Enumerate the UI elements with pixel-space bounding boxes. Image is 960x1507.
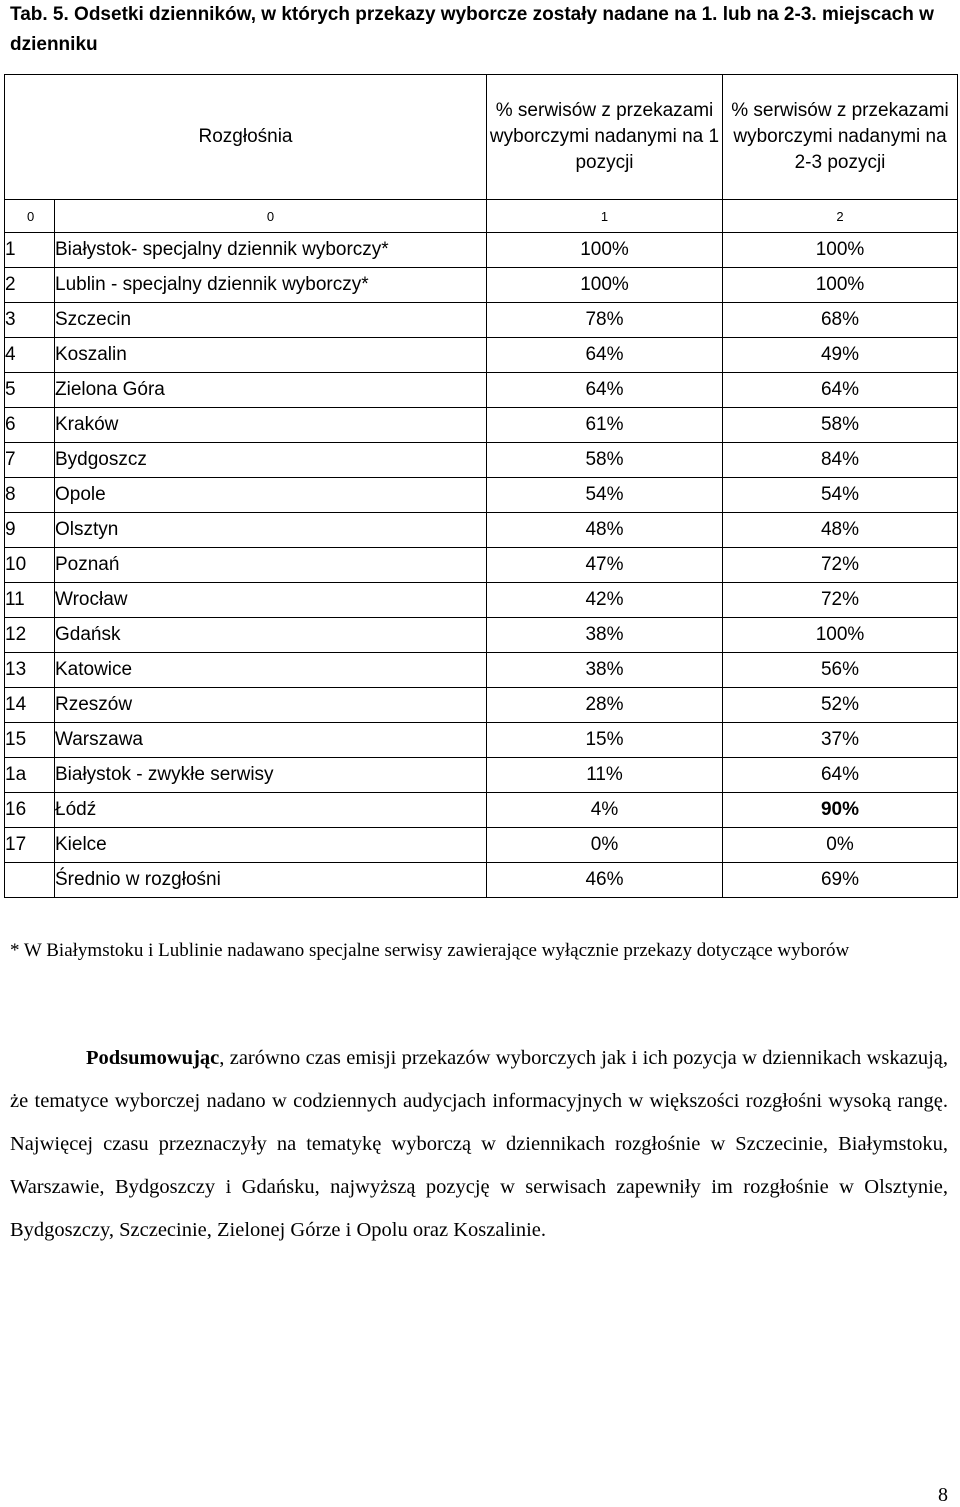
station-name: Białystok- specjalny dziennik wyborczy* (55, 233, 487, 268)
column-numbering-row (5, 200, 958, 233)
first-position-percent: 100% (487, 233, 723, 268)
first-position-percent: 38% (487, 653, 723, 688)
first-position-percent: 11% (487, 758, 723, 793)
station-name: Łódź (55, 793, 487, 828)
table-row (5, 758, 958, 793)
table-row (5, 268, 958, 303)
station-name: Koszalin (55, 338, 487, 373)
table-row (5, 723, 958, 758)
table-row (5, 863, 958, 898)
second-third-position-percent: 58% (723, 408, 958, 443)
row-number: 5 (5, 373, 55, 408)
station-name: Rzeszów (55, 688, 487, 723)
second-third-position-percent: 54% (723, 478, 958, 513)
second-third-position-percent: 68% (723, 303, 958, 338)
row-number: 13 (5, 653, 55, 688)
first-position-percent: 48% (487, 513, 723, 548)
row-number: 8 (5, 478, 55, 513)
second-third-position-percent: 84% (723, 443, 958, 478)
row-number: 3 (5, 303, 55, 338)
table-row (5, 513, 958, 548)
second-third-position-percent: 100% (723, 233, 958, 268)
station-name: Gdańsk (55, 618, 487, 653)
second-third-position-percent: 52% (723, 688, 958, 723)
first-position-percent: 0% (487, 828, 723, 863)
row-number: 6 (5, 408, 55, 443)
station-name: Kielce (55, 828, 487, 863)
table-header-row (5, 75, 958, 200)
footnote: * W Białymstoku i Lublinie nadawano specjalne serwisy zawierające wyłącznie przekazy dotyczące wyborów (10, 940, 850, 961)
table-row (5, 793, 958, 828)
second-third-position-percent: 72% (723, 548, 958, 583)
summary-lead: Podsumowując (86, 1047, 220, 1069)
page-number: 8 (938, 1484, 948, 1506)
summary-text: , zarówno czas emisji przekazów wyborczych jak i ich pozycja w dziennikach wskazują, że tematyce wyborczej nadano w codziennych audycjach informacyjnych w większości rozgłośni wysoką rangę. Najwięcej czasu przeznaczyły na tematykę wyborczą w dziennikach rozgłośnie w Szczecinie, Białymstoku, Warszawie, Bydgoszczy i Gdańsku, najwyższą pozycję w serwisach zapewniły im rozgłośnie w Olsztynie, Bydgoszczy, Szczecinie, Zielonej Górze i Opolu oraz Koszalinie. (10, 1047, 948, 1241)
results-table (4, 74, 958, 898)
second-third-position-percent: 56% (723, 653, 958, 688)
table-row (5, 653, 958, 688)
table-row (5, 583, 958, 618)
column-number: 0 (55, 200, 487, 233)
table-row (5, 408, 958, 443)
row-number: 4 (5, 338, 55, 373)
first-position-percent: 38% (487, 618, 723, 653)
row-number: 10 (5, 548, 55, 583)
first-position-percent: 42% (487, 583, 723, 618)
station-name: Wrocław (55, 583, 487, 618)
header-first-position: % serwisów z przekazami wyborczymi nadanymi na 1 pozycji (487, 75, 723, 200)
table-row (5, 303, 958, 338)
station-name: Warszawa (55, 723, 487, 758)
second-third-position-percent: 37% (723, 723, 958, 758)
row-number: 16 (5, 793, 55, 828)
first-position-percent: 64% (487, 338, 723, 373)
first-position-percent: 64% (487, 373, 723, 408)
station-name: Bydgoszcz (55, 443, 487, 478)
station-name: Katowice (55, 653, 487, 688)
row-number: 17 (5, 828, 55, 863)
first-position-percent: 78% (487, 303, 723, 338)
second-third-position-percent: 64% (723, 373, 958, 408)
row-number: 7 (5, 443, 55, 478)
table-row (5, 828, 958, 863)
second-third-position-percent: 48% (723, 513, 958, 548)
row-number: 2 (5, 268, 55, 303)
station-name: Kraków (55, 408, 487, 443)
row-number: 12 (5, 618, 55, 653)
column-number: 1 (487, 200, 723, 233)
second-third-position-percent: 100% (723, 618, 958, 653)
header-station: Rozgłośnia (5, 75, 487, 200)
row-number: 1a (5, 758, 55, 793)
column-number: 0 (5, 200, 55, 233)
table-row (5, 688, 958, 723)
first-position-percent: 61% (487, 408, 723, 443)
table-caption: Tab. 5. Odsetki dzienników, w których przekazy wyborcze zostały nadane na 1. lub na 2-3. miejscach w dzienniku (10, 4, 934, 55)
column-number: 2 (723, 200, 958, 233)
second-third-position-percent: 0% (723, 828, 958, 863)
second-third-position-percent: 64% (723, 758, 958, 793)
table-row (5, 618, 958, 653)
station-name: Opole (55, 478, 487, 513)
first-position-percent: 4% (487, 793, 723, 828)
station-name: Olsztyn (55, 513, 487, 548)
station-name: Zielona Góra (55, 373, 487, 408)
station-name: Szczecin (55, 303, 487, 338)
table-row (5, 233, 958, 268)
first-position-percent: 46% (487, 863, 723, 898)
table-row (5, 373, 958, 408)
first-position-percent: 28% (487, 688, 723, 723)
station-name: Poznań (55, 548, 487, 583)
table-row (5, 478, 958, 513)
row-number: 15 (5, 723, 55, 758)
row-number: 14 (5, 688, 55, 723)
first-position-percent: 58% (487, 443, 723, 478)
row-number: 11 (5, 583, 55, 618)
second-third-position-percent: 90% (723, 793, 958, 828)
station-name: Średnio w rozgłośni (55, 863, 487, 898)
summary-paragraph (10, 1037, 948, 1252)
first-position-percent: 47% (487, 548, 723, 583)
row-number: 1 (5, 233, 55, 268)
row-number: 9 (5, 513, 55, 548)
table-row (5, 338, 958, 373)
first-position-percent: 54% (487, 478, 723, 513)
header-second-third-position: % serwisów z przekazami wyborczymi nadanymi na 2-3 pozycji (723, 75, 958, 200)
second-third-position-percent: 69% (723, 863, 958, 898)
table-row (5, 548, 958, 583)
table-row (5, 443, 958, 478)
station-name: Białystok - zwykłe serwisy (55, 758, 487, 793)
first-position-percent: 100% (487, 268, 723, 303)
first-position-percent: 15% (487, 723, 723, 758)
second-third-position-percent: 49% (723, 338, 958, 373)
second-third-position-percent: 100% (723, 268, 958, 303)
second-third-position-percent: 72% (723, 583, 958, 618)
row-number (5, 863, 55, 898)
station-name: Lublin - specjalny dziennik wyborczy* (55, 268, 487, 303)
